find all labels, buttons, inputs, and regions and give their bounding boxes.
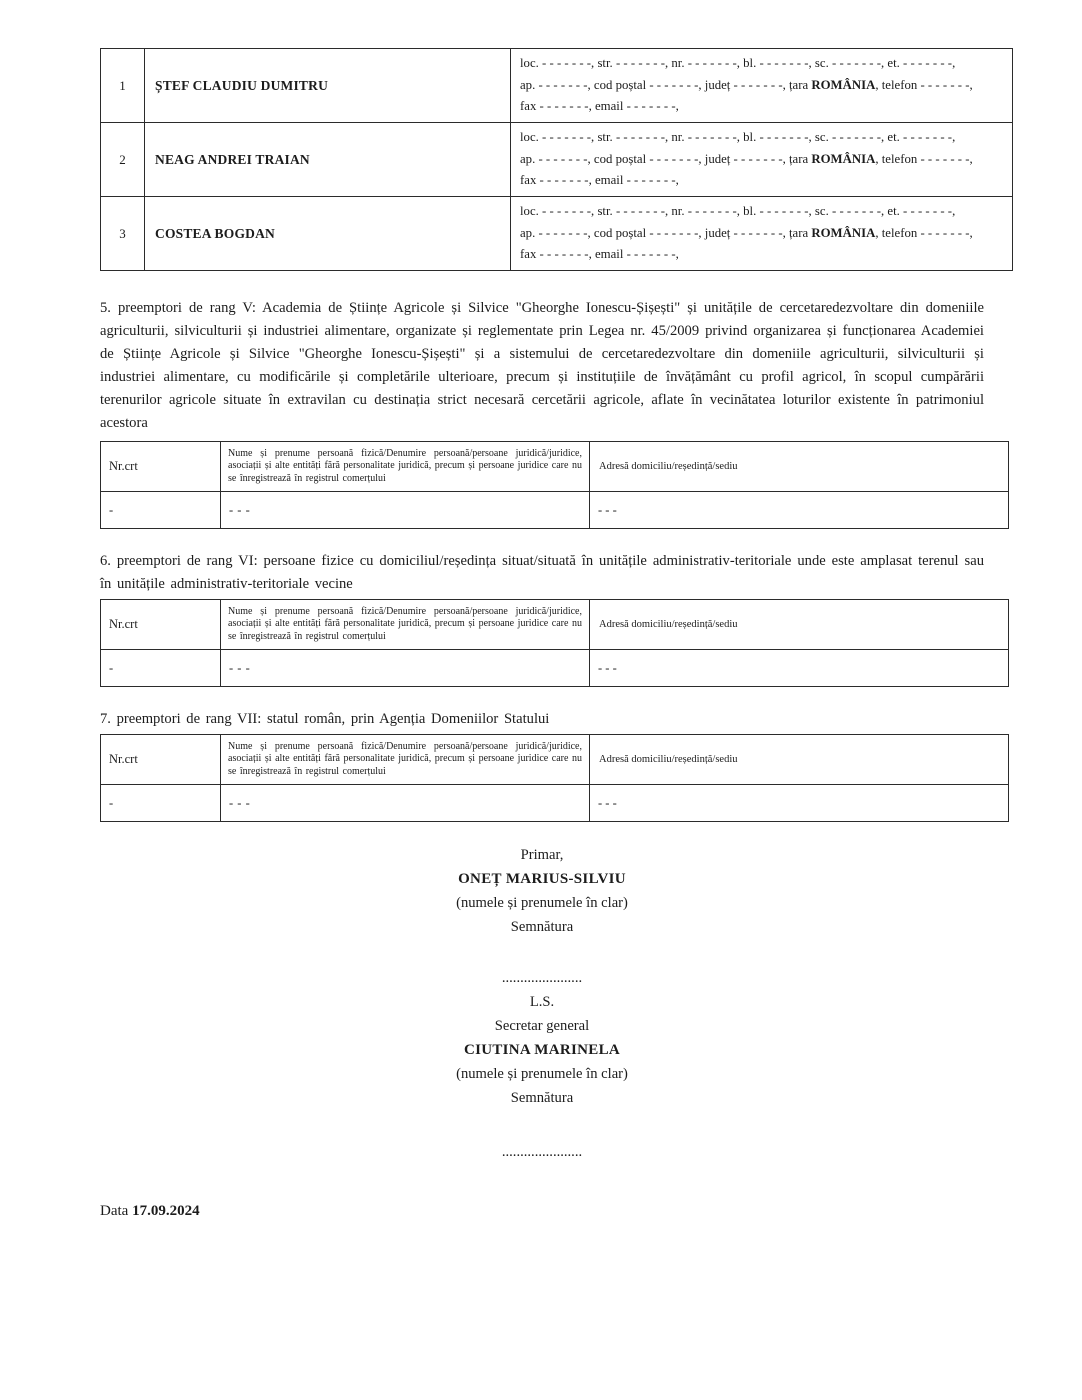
country-name: ROMÂNIA — [811, 77, 876, 92]
country-name: ROMÂNIA — [811, 151, 876, 166]
signature-block — [100, 843, 984, 1164]
cell-nr: - — [101, 785, 221, 822]
address-line2: ap. - - - - - - -, cod poștal - - - - - - -, județ - - - - - - -, țara — [520, 151, 812, 166]
table-empty-row — [101, 650, 1009, 687]
address-line2: ap. - - - - - - -, cod poștal - - - - - - -, județ - - - - - - -, țara — [520, 225, 812, 240]
table-header-row — [101, 735, 1009, 785]
address-line3: fax - - - - - - -, email - - - - - - -, — [520, 173, 679, 188]
rank-vi-preemptor-table — [100, 599, 1009, 687]
table-header-row — [101, 600, 1009, 650]
date-line — [100, 1203, 984, 1220]
cell-name: - - - — [221, 650, 590, 687]
address-line1: loc. - - - - - - -, str. - - - - - - -, nr. - - - - - - -, bl. - - - - - - -, sc. - - - - - - -, et. - - - - - - -, — [520, 130, 956, 145]
table-row — [101, 123, 1013, 197]
preemptor-name: COSTEA BOGDAN — [145, 197, 511, 271]
preemptor-name: NEAG ANDREI TRAIAN — [145, 123, 511, 197]
table-empty-row — [101, 785, 1009, 822]
address-line3: fax - - - - - - -, email - - - - - - -, — [520, 99, 679, 114]
table-row — [101, 197, 1013, 271]
header-address: Adresă domiciliu/reședință/sediu — [590, 600, 1009, 650]
address-line2-tail: , telefon - - - - - - -, — [875, 77, 973, 92]
row-number: 3 — [101, 197, 145, 271]
signature-label: Semnătura — [510, 919, 574, 935]
cell-address: - - - — [590, 785, 1009, 822]
name-note: (numele și prenumele în clar) — [456, 895, 628, 911]
named-preemptors-table — [100, 48, 1013, 271]
preemptor-address — [511, 49, 1013, 123]
row-number: 2 — [101, 123, 145, 197]
address-line2: ap. - - - - - - -, cod poștal - - - - - - -, județ - - - - - - -, țara — [520, 77, 812, 92]
date-label: Data — [100, 1203, 129, 1219]
country-name: ROMÂNIA — [811, 225, 876, 240]
header-name: Nume și prenume persoană fizică/Denumire persoană/persoane juridică/juridice, asociații și alte entități fără personalitate juridică, precum și persoane juridice care nu se înregistrează în registrul comerțului — [221, 442, 590, 492]
header-nr-crt: Nr.crt — [101, 600, 221, 650]
address-line3: fax - - - - - - -, email - - - - - - -, — [520, 247, 679, 262]
table-row — [101, 49, 1013, 123]
cell-address: - - - — [590, 492, 1009, 529]
secretary-name: CIUTINA MARINELA — [463, 1042, 621, 1058]
address-line2-tail: , telefon - - - - - - -, — [875, 225, 973, 240]
rank-vii-preemptor-table — [100, 734, 1009, 822]
signature-dotted-line: ...................... — [501, 970, 583, 986]
signature-dotted-line: ...................... — [501, 1144, 583, 1160]
header-address: Adresă domiciliu/reședință/sediu — [590, 735, 1009, 785]
document-content — [100, 48, 984, 1220]
preemptor-address — [511, 123, 1013, 197]
cell-name: - - - — [221, 785, 590, 822]
preemptor-name: ȘTEF CLAUDIU DUMITRU — [145, 49, 511, 123]
seal-label: L.S. — [529, 994, 555, 1010]
signature-label: Semnătura — [510, 1090, 574, 1106]
section-5-paragraph: 5. preemptori de rang V: Academia de Științe Agricole și Silvice "Gheorghe Ionescu-Șișești" și unitățile de cercetaredezvoltare din domeniile agriculturii, silviculturii și industriei alimentare, organizate și reglementate prin Legea nr. 45/2009 privind organizarea și funcționarea Academiei de Științe Agricole și Silvice "Gheorghe Ionescu-Șișești" și a sistemului de cercetaredezvoltare din domeniile agriculturii, silviculturii și industriei alimentare, cu modificările și completările ulterioare, precum și instituțiile de învățământ cu profil agricol, în scopul cumpărării terenurilor agricole situate în extravilan cu destinația strict necesară cercetării agricole, aflate în vecinătatea loturilor existente în patrimoniul acestora — [100, 300, 984, 431]
header-nr-crt: Nr.crt — [101, 442, 221, 492]
section-6-paragraph: 6. preemptori de rang VI: persoane fizice cu domiciliul/reședința situat/situată în unitățile administrativ-teritoriale unde este amplasat terenul sau în unitățile administrativ-teritoriale vecine — [100, 553, 984, 592]
header-address: Adresă domiciliu/reședință/sediu — [590, 442, 1009, 492]
address-line2-tail: , telefon - - - - - - -, — [875, 151, 973, 166]
section-7-paragraph: 7. preemptori de rang VII: statul român, prin Agenția Domeniilor Statului — [100, 711, 550, 727]
rank-v-preemptor-table — [100, 441, 1009, 529]
header-name: Nume și prenume persoană fizică/Denumire persoană/persoane juridică/juridice, asociații și alte entități fără personalitate juridică, precum și persoane juridice care nu se înregistrează în registrul comerțului — [221, 600, 590, 650]
cell-address: - - - — [590, 650, 1009, 687]
header-name: Nume și prenume persoană fizică/Denumire persoană/persoane juridică/juridice, asociații și alte entități fără personalitate juridică, precum și persoane juridice care nu se înregistrează în registrul comerțului — [221, 735, 590, 785]
row-number: 1 — [101, 49, 145, 123]
header-nr-crt: Nr.crt — [101, 735, 221, 785]
date-value: 17.09.2024 — [132, 1203, 200, 1219]
mayor-title: Primar, — [520, 847, 564, 863]
cell-nr: - — [101, 650, 221, 687]
cell-nr: - — [101, 492, 221, 529]
table-empty-row — [101, 492, 1009, 529]
secretary-title: Secretar general — [494, 1018, 590, 1034]
mayor-name: ONEȚ MARIUS-SILVIU — [458, 871, 626, 887]
cell-name: - - - — [221, 492, 590, 529]
address-line1: loc. - - - - - - -, str. - - - - - - -, nr. - - - - - - -, bl. - - - - - - -, sc. - - - - - - -, et. - - - - - - -, — [520, 204, 956, 219]
name-note: (numele și prenumele în clar) — [456, 1066, 628, 1082]
address-line1: loc. - - - - - - -, str. - - - - - - -, nr. - - - - - - -, bl. - - - - - - -, sc. - - - - - - -, et. - - - - - - -, — [520, 56, 956, 71]
table-header-row — [101, 442, 1009, 492]
preemptor-address — [511, 197, 1013, 271]
